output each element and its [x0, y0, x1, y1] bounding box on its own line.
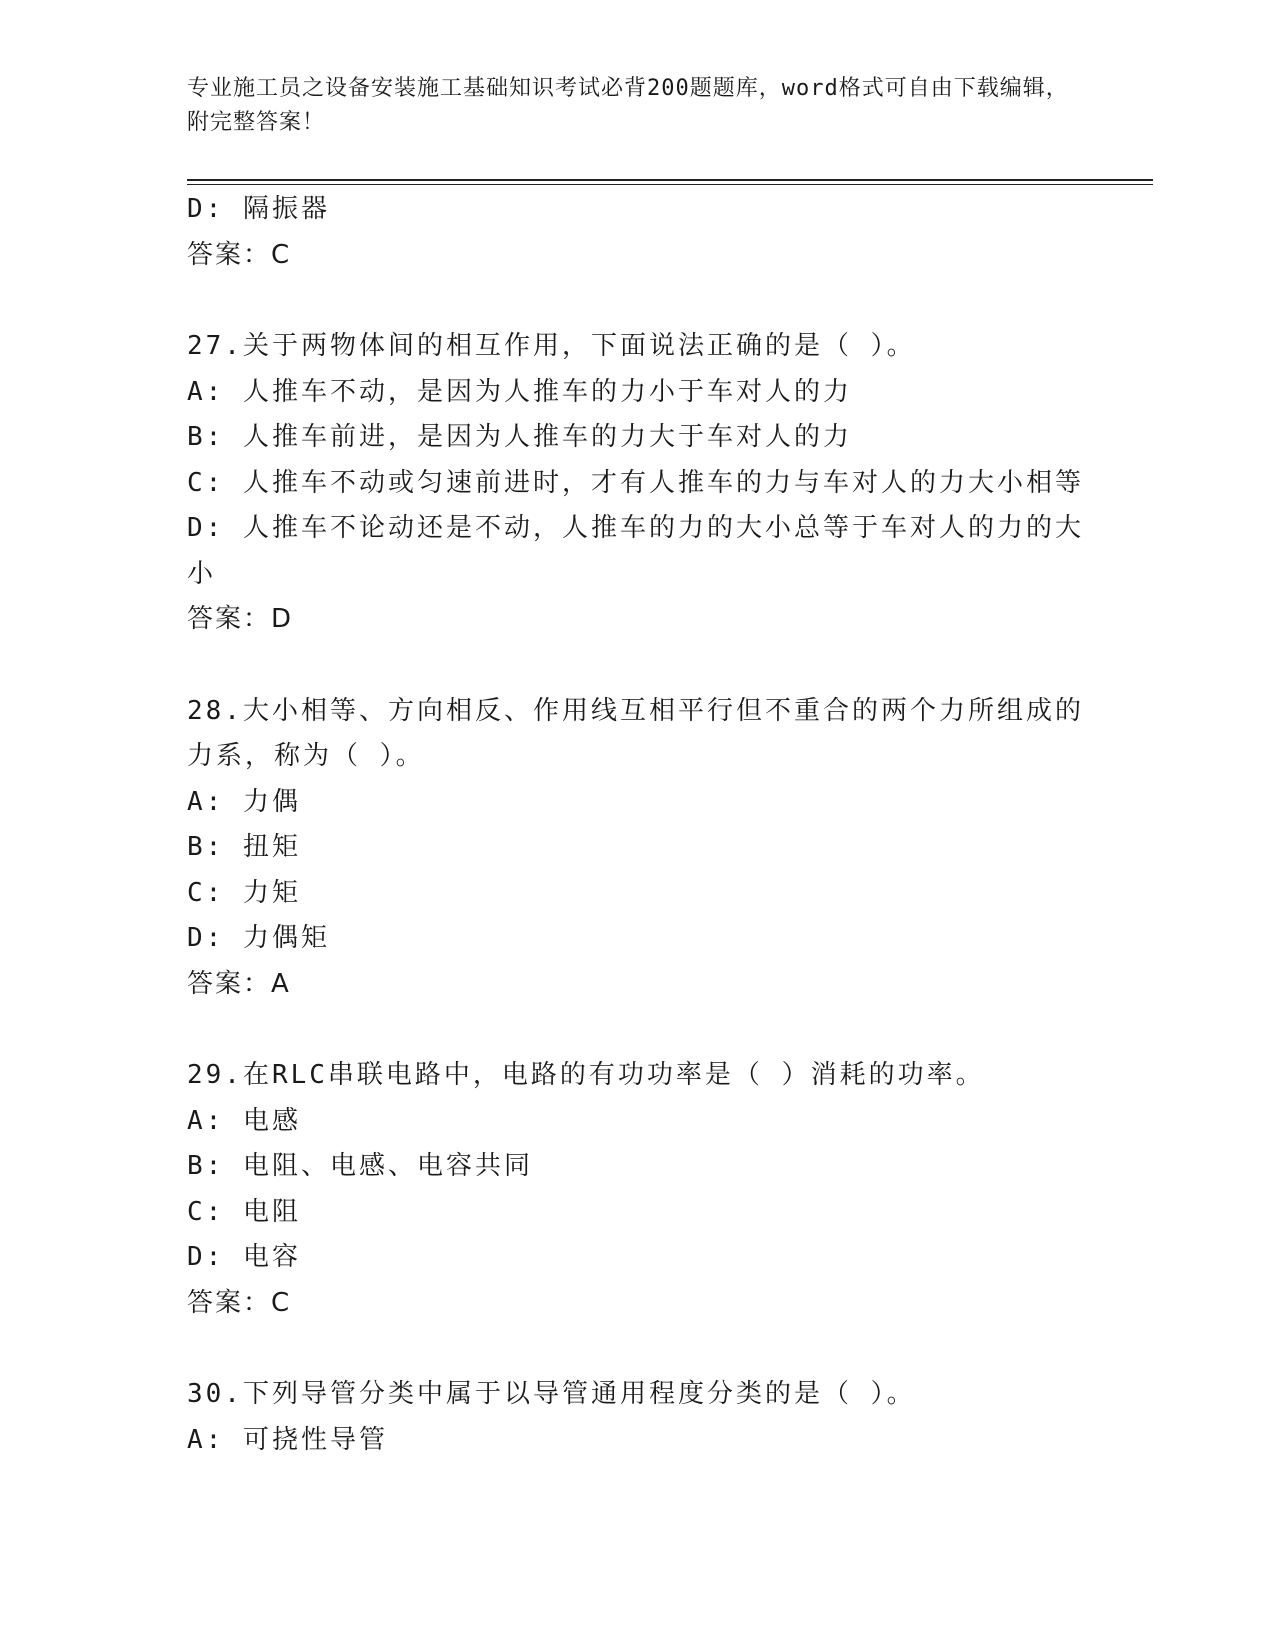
- spacer: [187, 1007, 1087, 1053]
- spacer: [187, 1326, 1087, 1372]
- question-stem: 30.下列导管分类中属于以导管通用程度分类的是（ ）。: [187, 1379, 916, 1409]
- spacer: [187, 643, 1087, 689]
- option-d: D: 隔振器: [187, 194, 330, 224]
- option-b: B: 电阻、电感、电容共同: [187, 1151, 533, 1181]
- question-list: [187, 187, 1087, 1463]
- option-a: A: 人推车不动，是因为人推车的力小于车对人的力: [187, 376, 852, 407]
- question-block: [187, 1053, 1087, 1326]
- option-a: A: 力偶: [187, 786, 301, 817]
- option-c: C: 电阻: [187, 1196, 301, 1227]
- spacer: [187, 278, 1087, 324]
- header-divider-thin: [187, 184, 1153, 185]
- option-a: A: 电感: [187, 1105, 301, 1136]
- header-divider: [187, 179, 1153, 181]
- question-stem: 27.关于两物体间的相互作用，下面说法正确的是（ ）。: [187, 331, 916, 361]
- question-block: [187, 689, 1087, 1008]
- option-d: D: 力偶矩: [187, 923, 330, 953]
- document-header: 专业施工员之设备安装施工基础知识考试必背200题题库，word格式可自由下载编辑，附完整答案！: [187, 76, 1069, 135]
- option-a: A: 可挠性导管: [187, 1424, 388, 1455]
- answer-line: 答案：D: [187, 604, 294, 634]
- option-c: C: 力矩: [187, 877, 301, 908]
- answer-line: 答案：C: [187, 1287, 292, 1318]
- answer-line: 答案：A: [187, 968, 291, 999]
- option-c: C: 人推车不动或匀速前进时，才有人推车的力与车对人的力大小相等: [187, 467, 1084, 498]
- option-d: D: 人推车不论动还是不动，人推车的力的大小总等于车对人的力的大小: [187, 513, 1084, 589]
- option-b: B: 扭矩: [187, 832, 301, 862]
- question-stem: 28.大小相等、方向相反、作用线互相平行但不重合的两个力所组成的力系，称为（ ）。: [187, 695, 1084, 771]
- question-block: [187, 1372, 1087, 1463]
- option-d: D: 电容: [187, 1242, 301, 1272]
- answer-line: 答案：C: [187, 239, 292, 270]
- question-stem: 29.在RLC串联电路中，电路的有功功率是（ ）消耗的功率。: [187, 1060, 985, 1090]
- question-block: [187, 324, 1087, 643]
- option-b: B: 人推车前进，是因为人推车的力大于车对人的力: [187, 422, 852, 452]
